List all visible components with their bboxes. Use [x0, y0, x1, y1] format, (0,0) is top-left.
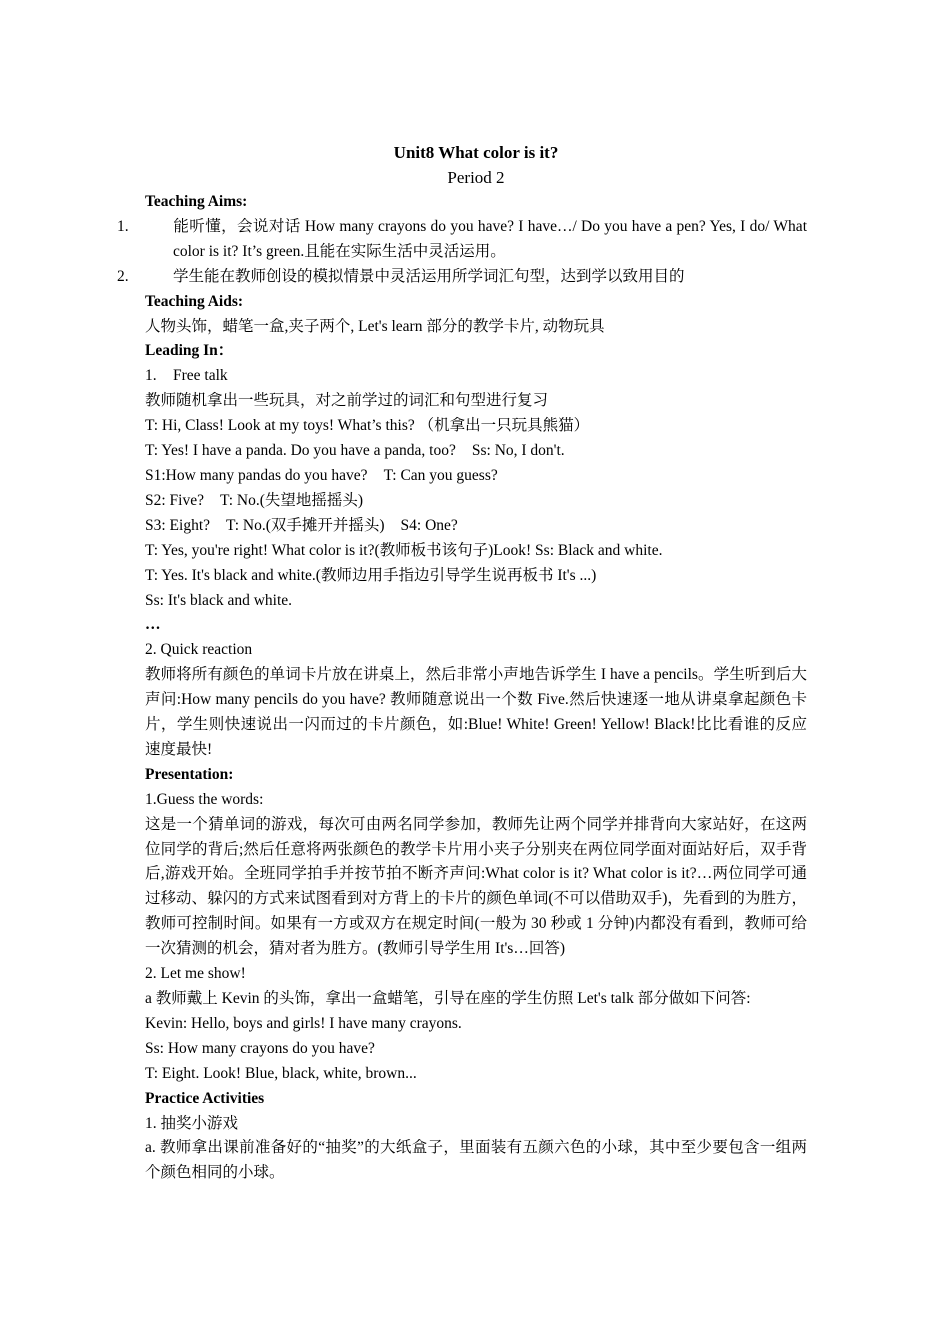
quick-reaction-text: 教师将所有颜色的单词卡片放在讲桌上，然后非常小声地告诉学生 I have a pencils。学生听到后大声问:How many pencils do you have? 教师随意说出一个数 Five.然后快速逐一地从讲桌拿起颜色卡片，学生则快速说出一闪而过的卡片颜色，如:Blue! White! Green! Yellow! Black!比比看谁的反应速度最快! [145, 666, 807, 758]
document-body [117, 140, 807, 1186]
teaching-aim-2-number: 2. [117, 267, 129, 285]
let-me-show-line-1: Kevin: Hello, boys and girls! I have many crayons. [145, 1014, 462, 1032]
leading-in-line-5 [145, 489, 807, 514]
let-me-show-title: 2. Let me show! [145, 965, 246, 983]
guess-words-text: 这是一个猜单词的游戏，每次可由两名同学参加，教师先让两个同学并排背向大家站好，在这两位同学的背后;然后任意将两张颜色的教学卡片用小夹子分别夹在两位同学面对面站好后，双手背后,游戏开始。全班同学拍手并按节拍不断齐声问:What color is it? What color is it?…两位同学可通过移动、躲闪的方式来试图看到对方背上的卡片的颜色单词(不可以借助双手)，先看到的为胜方，教师可控制时间。如果有一方或双方在规定时间(一般为 30 秒或 1 分钟)内都没有看到，教师可给一次猜测的机会，猜对者为胜方。(教师引导学生用 It's…回答) [145, 815, 807, 958]
leading-in-line-4 [145, 464, 807, 489]
teaching-aims-heading: Teaching Aims: [145, 193, 248, 210]
leading-in-line-3 [145, 439, 807, 464]
free-talk-number: 1. [145, 367, 157, 385]
leading-in-line-6 [145, 514, 807, 539]
dialogue-s4: S4: One? [400, 516, 458, 534]
dialogue-s2: S2: Five? [145, 491, 204, 509]
dialogue-teacher: T: Can you guess? [383, 466, 498, 484]
guess-words-title: 1.Guess the words: [145, 790, 264, 808]
free-talk-label: Free talk [173, 367, 228, 385]
teaching-aids-text: 人物头饰，蜡笔一盒,夹子两个, Let's learn 部分的教学卡片, 动物玩具 [145, 317, 605, 335]
let-me-show-text: a 教师戴上 Kevin 的头饰，拿出一盒蜡笔，引导在座的学生仿照 Let's talk 部分做如下问答: [145, 990, 751, 1007]
presentation-heading: Presentation: [145, 765, 234, 783]
dialogue-teacher: T: No.(双手摊开并摇头) [226, 516, 385, 534]
leading-in-line-8: T: Yes. It's black and white.(教师边用手指边引导学生说再板书 It's ...) [145, 566, 597, 584]
leading-in-line-1: 教师随机拿出一些玩具，对之前学过的词汇和句型进行复习 [145, 392, 549, 410]
let-me-show-line-2: Ss: How many crayons do you have? [145, 1039, 375, 1057]
teaching-aim-1-number: 1. [117, 217, 129, 235]
practice-heading: Practice Activities [145, 1089, 265, 1107]
quick-reaction-title: 2. Quick reaction [145, 641, 253, 659]
teaching-aim-1-text: 能听懂，会说对话 How many crayons do you have? I have…/ Do you have a pen? Yes, I do/ What color is it? It’s green.且能在实际生活中灵活运用。 [173, 217, 807, 260]
teaching-aim-2 [117, 265, 807, 290]
practice-item-1-text: a. 教师拿出课前准备好的“抽奖”的大纸盒子，里面装有五颜六色的小球，其中至少要包含一组两个颜色相同的小球。 [145, 1139, 807, 1182]
document-subtitle: Period 2 [447, 168, 505, 187]
dialogue-s3: S3: Eight? [145, 516, 211, 534]
ellipsis: … [145, 616, 161, 634]
dialogue-teacher: T: No.(失望地摇摇头) [220, 491, 364, 509]
leading-in-line-9: Ss: It's black and white. [145, 591, 293, 609]
let-me-show-line-3: T: Eight. Look! Blue, black, white, brown... [145, 1064, 417, 1082]
dialogue-students: Ss: No, I don't. [471, 442, 565, 460]
practice-item-1: 1. 抽奖小游戏 [145, 1114, 239, 1132]
teaching-aim-1 [117, 215, 807, 265]
dialogue-s1: S1:How many pandas do you have? [145, 466, 368, 484]
free-talk-item [145, 364, 807, 389]
teaching-aim-2-text: 学生能在教师创设的模拟情景中灵活运用所学词汇句型，达到学以致用目的 [173, 267, 685, 285]
teaching-aids-heading: Teaching Aids: [145, 292, 244, 310]
leading-in-line-7: T: Yes, you're right! What color is it?(教师板书该句子)Look! Ss: Black and white. [145, 541, 663, 559]
leading-in-line-2: T: Hi, Class! Look at my toys! What’s this? （机拿出一只玩具熊猫） [145, 417, 590, 435]
document-title: Unit8 What color is it? [393, 143, 559, 162]
dialogue-teacher: T: Yes! I have a panda. Do you have a panda, too? [145, 442, 456, 460]
leading-in-heading: Leading In： [145, 342, 234, 360]
